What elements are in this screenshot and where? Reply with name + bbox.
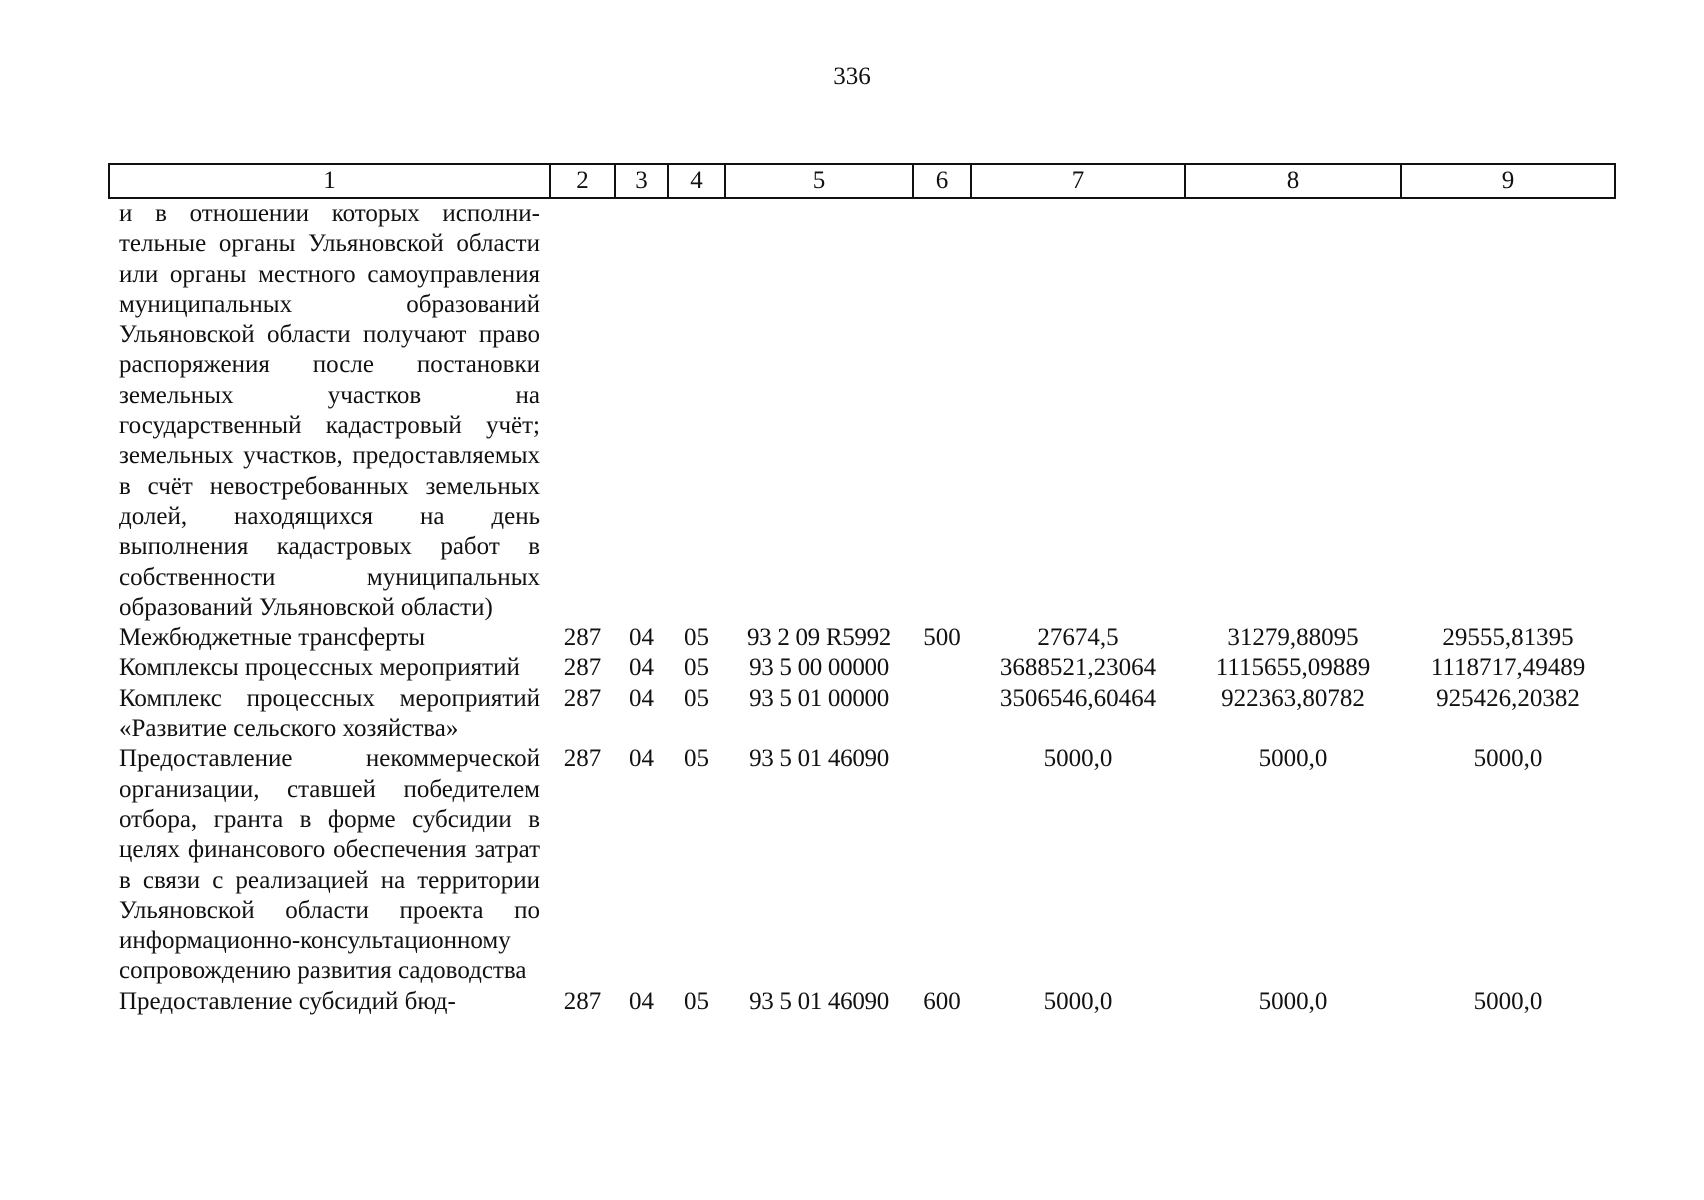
header-col-7: 7 bbox=[971, 164, 1185, 198]
row-col-7: 27674,5 bbox=[1037, 624, 1119, 652]
row-col-3 bbox=[615, 198, 668, 623]
row-col-2: 287 bbox=[563, 745, 602, 773]
row-col-5: 93 5 01 00000 bbox=[749, 684, 889, 712]
row-col-3: 04 bbox=[629, 624, 654, 652]
row-col-8: 5000,0 bbox=[1258, 745, 1328, 773]
row-col-7: 3688521,23064 bbox=[999, 654, 1157, 682]
row-col-3: 04 bbox=[629, 987, 654, 1015]
row-col-6 bbox=[913, 198, 971, 623]
row-col-3: 04 bbox=[629, 745, 654, 773]
row-col-7 bbox=[971, 198, 1185, 623]
row-name: Межбюджетные трансферты bbox=[119, 624, 426, 652]
row-col-9 bbox=[1401, 198, 1615, 623]
header-col-4: 4 bbox=[668, 164, 725, 198]
row-col-4: 05 bbox=[684, 654, 709, 682]
table-row bbox=[109, 623, 1615, 653]
row-col-4 bbox=[668, 198, 725, 623]
table-header bbox=[109, 164, 1615, 198]
row-col-3: 04 bbox=[629, 654, 654, 682]
header-col-8: 8 bbox=[1185, 164, 1401, 198]
row-col-9: 5000,0 bbox=[1473, 987, 1543, 1015]
row-col-5: 93 5 01 46090 bbox=[749, 987, 889, 1015]
row-col-2: 287 bbox=[563, 684, 602, 712]
header-col-2: 2 bbox=[550, 164, 615, 198]
table-row bbox=[109, 198, 1615, 623]
header-row bbox=[109, 164, 1615, 198]
header-col-1: 1 bbox=[109, 164, 550, 198]
row-col-8: 1115655,09889 bbox=[1215, 654, 1371, 682]
row-col-9: 5000,0 bbox=[1473, 745, 1543, 773]
row-col-8: 5000,0 bbox=[1258, 987, 1328, 1015]
row-col-9: 925426,20382 bbox=[1436, 684, 1580, 712]
row-col-2 bbox=[550, 198, 615, 623]
row-col-4: 05 bbox=[684, 624, 709, 652]
budget-table bbox=[108, 163, 1616, 1017]
row-col-6 bbox=[913, 684, 971, 745]
row-col-2: 287 bbox=[563, 624, 602, 652]
header-col-5: 5 bbox=[725, 164, 913, 198]
row-col-4: 05 bbox=[684, 684, 709, 712]
row-col-6 bbox=[913, 653, 971, 683]
row-col-5: 93 5 00 00000 bbox=[749, 654, 889, 682]
table-row bbox=[109, 744, 1615, 986]
page-number: 336 bbox=[833, 63, 871, 90]
row-col-5: 93 2 09 R5992 bbox=[746, 624, 892, 652]
row-name: Предоставление некоммерческой организации, ставшей победителем отбора, гранта в форме субсидии в целях финансового обеспечения затрат в связи с реализацией на территории Ульяновской области проекта по информационно-консультационному сопровождению развития садоводства bbox=[119, 745, 540, 985]
row-col-8 bbox=[1185, 198, 1401, 623]
row-name: Предоставление субсидий бюд- bbox=[119, 987, 456, 1015]
row-name: Комплексы процессных мероприятий bbox=[119, 654, 520, 682]
row-col-9: 29555,81395 bbox=[1442, 624, 1574, 652]
row-col-8: 922363,80782 bbox=[1221, 684, 1365, 712]
row-col-9: 1118717,49489 bbox=[1430, 654, 1586, 682]
table-body bbox=[109, 198, 1615, 1017]
row-col-4: 05 bbox=[684, 987, 709, 1015]
row-col-5: 93 5 01 46090 bbox=[749, 745, 889, 773]
row-col-7: 5000,0 bbox=[1043, 987, 1113, 1015]
row-col-4: 05 bbox=[684, 745, 709, 773]
header-col-6: 6 bbox=[913, 164, 971, 198]
row-col-7: 3506546,60464 bbox=[999, 684, 1157, 712]
table-row bbox=[109, 987, 1615, 1017]
row-col-2: 287 bbox=[563, 654, 602, 682]
table-row bbox=[109, 684, 1615, 745]
row-name: и в отношении которых исполнительные органы Ульяновской области или органы местного самоуправления муниципальных образований Ульяновской области получают право распоряжения после постановки земельных участков на государственный кадастровый учёт; земельных участков, предоставляемых в счёт невостребованных земельных долей, находящихся на день выполнения кадастровых работ в собственности муниципальных образований Ульяновской области) bbox=[119, 200, 540, 621]
header-col-3: 3 bbox=[615, 164, 668, 198]
row-col-6: 600 bbox=[923, 987, 961, 1015]
table-row bbox=[109, 653, 1615, 683]
row-col-6: 500 bbox=[923, 624, 961, 652]
row-col-2: 287 bbox=[563, 987, 602, 1015]
row-name: Комплекс процессных мероприятий «Развитие сельского хозяйства» bbox=[119, 684, 540, 743]
row-col-5 bbox=[725, 198, 913, 623]
row-col-8: 31279,88095 bbox=[1227, 624, 1359, 652]
row-col-7: 5000,0 bbox=[1043, 745, 1113, 773]
row-col-6 bbox=[913, 744, 971, 986]
row-col-3: 04 bbox=[629, 684, 654, 712]
header-col-9: 9 bbox=[1401, 164, 1615, 198]
